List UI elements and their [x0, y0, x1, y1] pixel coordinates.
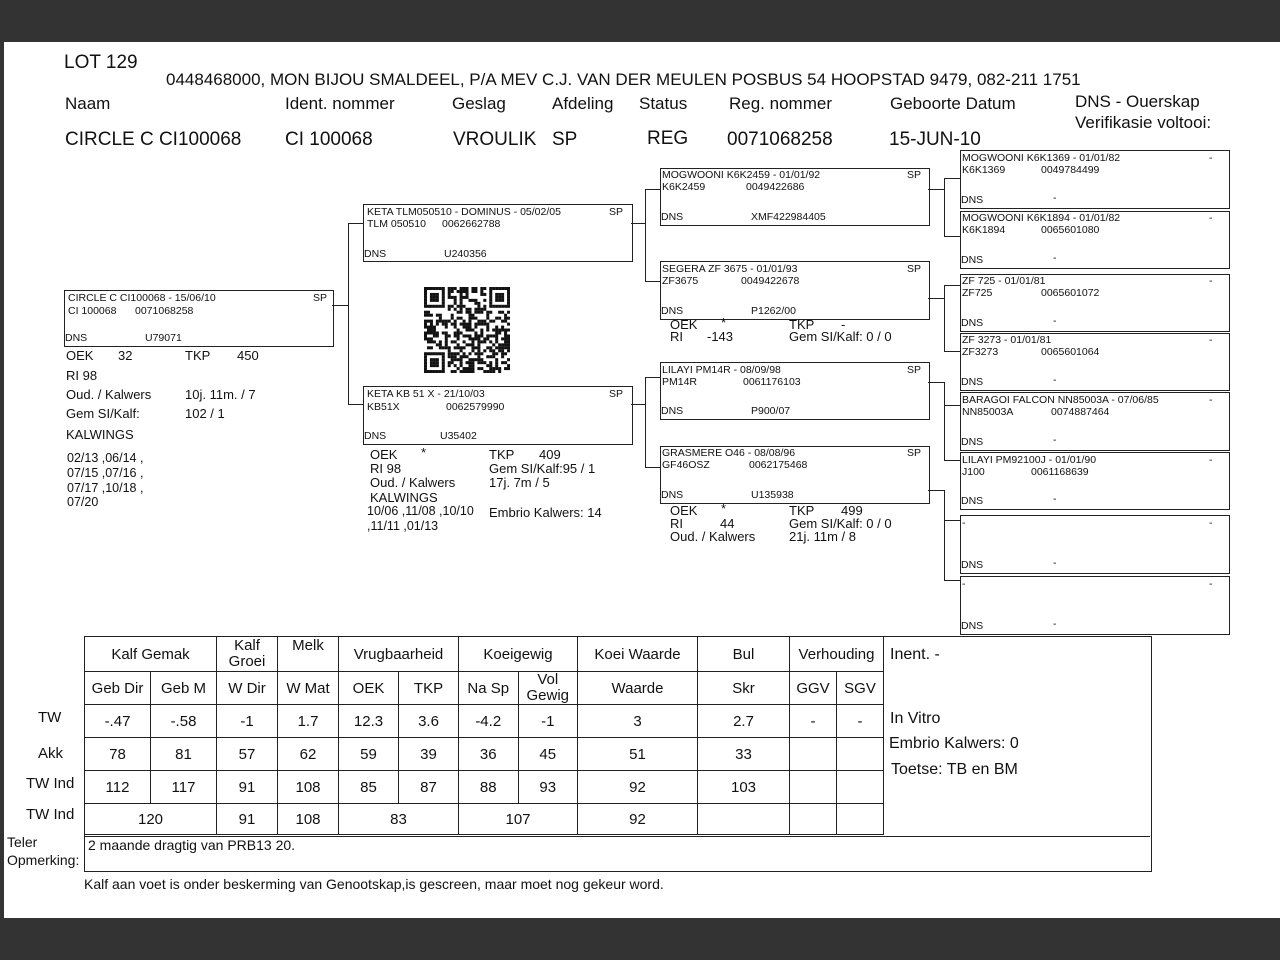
col-w-dir: W Dir — [217, 672, 278, 705]
animal-dns: DNS — [65, 332, 88, 344]
cell-tw-5: 3.6 — [399, 705, 459, 738]
cell-ind1-3: 108 — [278, 771, 339, 804]
ggp6-dash: - — [1209, 454, 1213, 466]
gp3-dns: DNS — [661, 405, 684, 417]
dam-embrio: Embrio Kalwers: 14 — [489, 505, 602, 520]
animal-kalwings-3: 07/17 ,10/18 , — [67, 481, 144, 495]
dam-title: KETA KB 51 X - 21/10/03 — [367, 388, 485, 400]
gp2-tkp-label: TKP — [789, 317, 815, 332]
gp2-oek-value: * — [721, 315, 727, 330]
gp4-tkp-value: 499 — [841, 503, 863, 518]
ggp3-reg: 0065601072 — [1041, 287, 1100, 299]
ggp8-title: - — [962, 578, 966, 590]
pedigree-box-ggp4 — [960, 333, 1230, 391]
cell-tw-10: - — [790, 705, 837, 738]
cell-tw-1: -.58 — [151, 705, 217, 738]
cell-ind2-vrug: 83 — [339, 804, 459, 835]
col-oek: OEK — [339, 672, 399, 705]
cell-tw-9: 2.7 — [698, 705, 790, 738]
dam-oek-label: OEK — [370, 447, 398, 462]
group-verhouding: Verhouding — [790, 637, 884, 672]
dam-kalwings-2: ,11/11 ,01/13 — [367, 519, 439, 533]
opmerking-label: Opmerking: — [7, 852, 80, 868]
gp4-title: GRASMERE O46 - 08/08/96 — [662, 447, 796, 459]
cell-tw-3: 1.7 — [278, 705, 339, 738]
cell-ind2-kalf: 120 — [85, 804, 217, 835]
value-naam: CIRCLE C CI100068 — [65, 129, 242, 150]
dam-oud-label: Oud. / Kalwers — [370, 475, 456, 490]
animal-oek-value: 32 — [118, 348, 133, 363]
ggp1-dns: DNS — [961, 194, 984, 206]
dam-tkp-label: TKP — [489, 447, 515, 462]
group-vrugbaarheid: Vrugbaarheid — [339, 637, 459, 672]
cell-tw-4: 12.3 — [339, 705, 399, 738]
ggp7-dns: DNS — [961, 559, 984, 571]
dam-kalwings-1: 10/06 ,11/08 ,10/10 — [367, 504, 474, 518]
gp2-reg: 0049422678 — [741, 275, 800, 287]
qr-code — [424, 287, 510, 373]
pedigree-box-animal — [64, 290, 334, 347]
cell-ind2-melk: 108 — [278, 804, 339, 835]
gp2-oek-label: OEK — [670, 317, 698, 332]
dam-sp: SP — [609, 388, 624, 400]
ggp2-id: K6K1894 — [962, 224, 1006, 236]
gp4-oek-label: OEK — [670, 503, 698, 518]
cell-akk-7: 45 — [518, 738, 578, 771]
gp2-title: SEGERA ZF 3675 - 01/01/93 — [662, 263, 798, 275]
dam-dns: DNS — [364, 430, 387, 442]
cell-akk-10 — [790, 738, 837, 771]
pedigree-box-gp1 — [660, 168, 930, 226]
gp2-tkp-value: - — [841, 317, 846, 332]
ggp5-reg: 0074887464 — [1051, 406, 1110, 418]
pedigree-box-ggp2 — [960, 211, 1230, 269]
animal-gem-label: Gem SI/Kalf: — [66, 406, 140, 421]
cell-tw-11: - — [837, 705, 884, 738]
ggp6-reg: 0061168639 — [1031, 466, 1089, 478]
dam-tkp-value: 409 — [539, 447, 561, 462]
gp1-dns-code: XMF422984405 — [751, 211, 826, 223]
animal-sp: SP — [313, 292, 328, 304]
group-kalf-gemak: Kalf Gemak — [85, 637, 217, 672]
cell-ind2-sgv — [837, 804, 884, 835]
pedigree-box-gp2 — [660, 261, 930, 320]
pedigree-box-gp3 — [660, 362, 930, 420]
cell-ind1-9: 103 — [698, 771, 790, 804]
ggp6-id: J100 — [962, 466, 985, 478]
cell-akk-8: 51 — [578, 738, 698, 771]
col-waarde: Waarde — [578, 672, 698, 705]
animal-reg: 0071068258 — [135, 305, 194, 317]
gp2-dns-code: P1262/00 — [751, 305, 796, 317]
label-naam: Naam — [65, 94, 111, 113]
gp2-id: ZF3675 — [662, 275, 699, 287]
animal-kalwings-label: KALWINGS — [66, 427, 134, 442]
gp4-ri-value: 44 — [720, 516, 735, 531]
pedigree-box-gp4 — [660, 446, 930, 504]
cell-tw-6: -4.2 — [459, 705, 519, 738]
ggp4-id: ZF3273 — [962, 346, 999, 358]
cell-akk-4: 59 — [339, 738, 399, 771]
ggp8-dns: DNS — [961, 620, 984, 632]
gp2-gem: Gem SI/Kalf: 0 / 0 — [789, 329, 892, 344]
row-label-akk: Akk — [38, 745, 64, 762]
dam-ri: RI 98 — [370, 461, 402, 476]
cell-akk-6: 36 — [459, 738, 519, 771]
gp3-id: PM14R — [662, 376, 698, 388]
gp4-id: GF46OSZ — [662, 459, 710, 471]
cell-tw-2: -1 — [217, 705, 278, 738]
ggp4-dash: - — [1209, 334, 1213, 346]
animal-kalwings-1: 02/13 ,06/14 , — [67, 451, 144, 465]
pedigree-box-ggp6 — [960, 452, 1230, 510]
ggp4-dns: DNS — [961, 376, 984, 388]
gp4-oud-value: 21j. 11m / 8 — [789, 529, 856, 544]
label-reg: Reg. nommer — [729, 94, 832, 113]
owner-line: 0448468000, MON BIJOU SMALDEEL, P/A MEV C.J. VAN DER MEULEN POSBUS 54 HOOPSTAD 9479, 082-211 1751 — [166, 70, 1081, 89]
gp4-gem: Gem SI/Kalf: 0 / 0 — [789, 516, 892, 531]
gp4-oek-value: * — [721, 501, 727, 516]
col-vol-gewig: Vol Gewig — [518, 672, 578, 705]
sire-id: TLM 050510 — [367, 218, 426, 230]
label-geslag: Geslag — [452, 94, 506, 113]
ggp1-dash: - — [1209, 152, 1213, 164]
ggp3-title: ZF 725 - 01/01/81 — [962, 275, 1046, 287]
teler-label: Teler — [7, 834, 38, 850]
col-ggv: GGV — [790, 672, 837, 705]
dam-reg: 0062579990 — [446, 401, 505, 413]
ggp5-title: BARAGOI FALCON NN85003A - 07/06/85 — [962, 394, 1159, 406]
pedigree-box-dam — [363, 386, 633, 445]
row-label-tw-ind-2: TW Ind — [26, 806, 75, 823]
in-vitro-label: In Vitro — [890, 710, 941, 727]
cell-tw-7: -1 — [518, 705, 578, 738]
cell-akk-3: 62 — [278, 738, 339, 771]
dam-kalwings-label: KALWINGS — [370, 490, 438, 505]
ggp2-dns-code: - — [1053, 252, 1057, 264]
gp2-dns: DNS — [661, 305, 684, 317]
sire-sp: SP — [609, 206, 624, 218]
value-ident: CI 100068 — [285, 129, 373, 150]
ggp1-dns-code: - — [1053, 192, 1057, 204]
gp1-dns: DNS — [661, 211, 684, 223]
cell-akk-9: 33 — [698, 738, 790, 771]
ggp7-dns-code: - — [1053, 557, 1057, 569]
label-ident: Ident. nommer — [285, 94, 395, 113]
animal-gem-value: 102 / 1 — [185, 406, 225, 421]
remark-note: 2 maande dragtig van PRB13 20. — [88, 837, 296, 853]
ggp2-title: MOGWOONI K6K1894 - 01/01/82 — [962, 212, 1121, 224]
col-sgv: SGV — [837, 672, 884, 705]
row-label-tw-ind-1: TW Ind — [26, 775, 75, 792]
animal-kalwings-4: 07/20 — [67, 495, 99, 509]
ggp3-dns-code: - — [1053, 315, 1057, 327]
ggp5-dns: DNS — [961, 436, 984, 448]
embrio-kalwers: Embrio Kalwers: 0 — [889, 735, 1019, 752]
cell-ind1-0: 112 — [85, 771, 151, 804]
ggp2-dash: - — [1209, 212, 1213, 224]
cell-ind2-bul — [698, 804, 790, 835]
ggp1-reg: 0049784499 — [1041, 164, 1100, 176]
ggp7-dash: - — [1209, 517, 1213, 529]
col-w-mat: W Mat — [278, 672, 339, 705]
gp3-title: LILAYI PM14R - 08/09/98 — [662, 364, 781, 376]
cell-tw-8: 3 — [578, 705, 698, 738]
ggp3-id: ZF725 — [962, 287, 993, 299]
group-koeigewig: Koeigewig — [459, 637, 578, 672]
gp2-ri-value: -143 — [707, 329, 734, 344]
cell-ind1-6: 88 — [459, 771, 519, 804]
viewer-bottom-bar — [0, 918, 1280, 960]
cell-ind2-waarde: 92 — [578, 804, 698, 835]
group-koei-waarde: Koei Waarde — [578, 637, 698, 672]
ggp5-dash: - — [1209, 394, 1213, 406]
gp1-reg: 0049422686 — [746, 181, 805, 193]
value-geboorte: 15-JUN-10 — [889, 129, 981, 150]
cell-akk-5: 39 — [399, 738, 459, 771]
animal-tkp-label: TKP — [185, 348, 211, 363]
sire-dns: DNS — [364, 248, 387, 260]
cell-ind1-8: 92 — [578, 771, 698, 804]
col-na-sp: Na Sp — [459, 672, 519, 705]
sire-dns-code: U240356 — [444, 248, 487, 260]
gp4-reg: 0062175468 — [749, 459, 808, 471]
cell-ind1-10 — [790, 771, 837, 804]
toetse: Toetse: TB en BM — [891, 761, 1018, 778]
ggp3-dash: - — [1209, 275, 1213, 287]
ggp8-dash: - — [1209, 578, 1213, 590]
cell-ind1-5: 87 — [399, 771, 459, 804]
ggp3-dns: DNS — [961, 317, 984, 329]
pedigree-box-sire — [363, 204, 633, 262]
gp4-oud-label: Oud. / Kalwers — [670, 529, 756, 544]
col-geb-m: Geb M — [151, 672, 217, 705]
ggp5-id: NN85003A — [962, 406, 1014, 418]
animal-oek-label: OEK — [66, 348, 94, 363]
pedigree-box-ggp3 — [960, 274, 1230, 332]
dam-dns-code: U35402 — [440, 430, 477, 442]
cell-ind1-11 — [837, 771, 884, 804]
document-page — [4, 42, 1280, 918]
label-dns-verifikasie: Verifikasie voltooi: — [1075, 113, 1212, 132]
ggp5-dns-code: - — [1053, 434, 1057, 446]
label-afdeling: Afdeling — [552, 94, 614, 113]
ggp1-title: MOGWOONI K6K1369 - 01/01/82 — [962, 152, 1121, 164]
gp4-sp: SP — [907, 447, 922, 459]
group-kalf-groei: Kalf Groei — [217, 637, 278, 672]
cell-akk-1: 81 — [151, 738, 217, 771]
ggp2-dns: DNS — [961, 254, 984, 266]
animal-dns-code: U79071 — [145, 332, 182, 344]
group-melk: Melk — [278, 637, 339, 672]
dam-gem: Gem SI/Kalf:95 / 1 — [489, 461, 596, 476]
animal-id: CI 100068 — [68, 305, 117, 317]
value-status: REG — [647, 128, 689, 149]
ggp4-dns-code: - — [1053, 374, 1057, 386]
ggp7-title: - — [962, 517, 966, 529]
pedigree-box-ggp1 — [960, 150, 1230, 209]
gp4-dns-code: U135938 — [751, 489, 794, 501]
gp2-sp: SP — [907, 263, 922, 275]
value-geslag: VROULIK — [453, 129, 537, 150]
value-reg: 0071068258 — [727, 129, 833, 150]
pedigree-box-ggp8 — [960, 576, 1230, 635]
gp1-id: K6K2459 — [662, 181, 706, 193]
ggp6-dns: DNS — [961, 495, 984, 507]
cell-ind2-groei: 91 — [217, 804, 278, 835]
label-dns-ouerskap: DNS - Ouerskap — [1075, 92, 1200, 111]
sire-title: KETA TLM050510 - DOMINUS - 05/02/05 — [367, 206, 561, 218]
ggp6-title: LILAYI PM92100J - 01/01/90 — [962, 454, 1097, 466]
animal-kalwings-2: 07/15 ,07/16 , — [67, 466, 144, 480]
gp2-ri-label: RI — [670, 329, 683, 344]
gp1-sp: SP — [907, 169, 922, 181]
label-status: Status — [639, 94, 688, 113]
animal-ri: RI 98 — [66, 368, 98, 383]
animal-tkp-value: 450 — [237, 348, 259, 363]
col-tkp: TKP — [399, 672, 459, 705]
col-geb-dir: Geb Dir — [85, 672, 151, 705]
row-label-tw: TW — [38, 709, 62, 726]
sire-reg: 0062662788 — [442, 218, 501, 230]
gp4-dns: DNS — [661, 489, 684, 501]
value-afdeling: SP — [552, 129, 578, 150]
cell-akk-11 — [837, 738, 884, 771]
cell-ind1-7: 93 — [518, 771, 578, 804]
ggp2-reg: 0065601080 — [1041, 224, 1100, 236]
col-skr: Skr — [698, 672, 790, 705]
cell-akk-2: 57 — [217, 738, 278, 771]
animal-oud-value: 10j. 11m. / 7 — [185, 387, 256, 402]
lot-number: LOT 129 — [64, 52, 138, 73]
group-bul: Bul — [698, 637, 790, 672]
cell-ind1-2: 91 — [217, 771, 278, 804]
dam-oek-value: * — [421, 445, 427, 460]
cell-ind2-koeigewig: 107 — [459, 804, 578, 835]
remark-text: Kalf aan voet is onder beskerming van Genootskap,is gescreen, maar moet nog gekeur word. — [84, 876, 664, 892]
gp3-reg: 0061176103 — [743, 376, 801, 388]
gp1-title: MOGWOONI K6K2459 - 01/01/92 — [662, 169, 821, 181]
pedigree-box-ggp5 — [960, 392, 1230, 451]
ggp4-reg: 0065601064 — [1041, 346, 1100, 358]
cell-ind1-4: 85 — [339, 771, 399, 804]
gp4-ri-label: RI — [670, 516, 683, 531]
ggp1-id: K6K1369 — [962, 164, 1006, 176]
cell-tw-0: -.47 — [85, 705, 151, 738]
ggp4-title: ZF 3273 - 01/01/81 — [962, 334, 1052, 346]
animal-title: CIRCLE C CI100068 - 15/06/10 — [68, 292, 216, 304]
inent-label: Inent. - — [890, 646, 940, 663]
dam-oud-value: 17j. 7m / 5 — [489, 475, 550, 490]
gp4-tkp-label: TKP — [789, 503, 815, 518]
pedigree-box-ggp7 — [960, 515, 1230, 574]
gp3-dns-code: P900/07 — [751, 405, 791, 417]
dam-id: KB51X — [367, 401, 400, 413]
viewer-top-bar — [0, 0, 1280, 42]
gp3-sp: SP — [907, 364, 922, 376]
ggp8-dns-code: - — [1053, 618, 1057, 630]
cell-ind2-ggv — [790, 804, 837, 835]
cell-ind1-1: 117 — [151, 771, 217, 804]
cell-akk-0: 78 — [85, 738, 151, 771]
animal-oud-label: Oud. / Kalwers — [66, 387, 152, 402]
label-geboorte: Geboorte Datum — [890, 94, 1016, 113]
breeding-values-table — [84, 636, 884, 835]
ggp6-dns-code: - — [1053, 493, 1057, 505]
